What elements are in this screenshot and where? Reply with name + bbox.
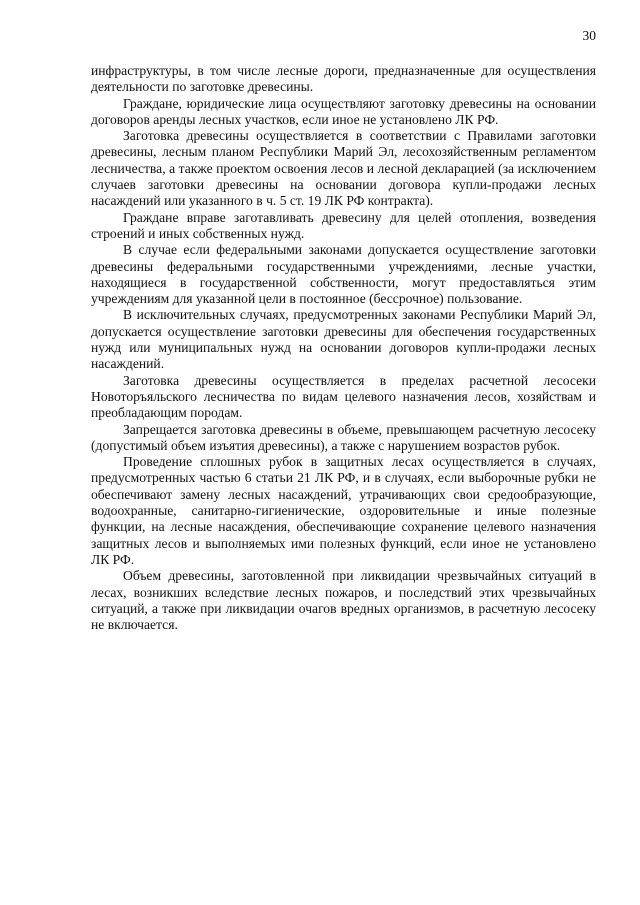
paragraph-harvesting-rules: Заготовка древесины осуществляется в соответствии с Правилами заготовки древесины, лесным планом Республики Марий Эл, лесохозяйственным регламентом лесничества, а также проектом освоения лесов и лесной декларацией (за исключением случаев заготовки древесины на основании договора купли-продажи лесных насаждений или указанного в ч. 5 ст. 19 ЛК РФ контракта). [91, 128, 596, 209]
paragraph-exceptional-cases: В исключительных случаях, предусмотренных законами Республики Марий Эл, допускается осуществление заготовки древесины для обеспечения государственных нужд или муниципальных нужд на основании договоров купли-продажи лесных насаждений. [91, 307, 596, 372]
paragraph-allowable-cut: Заготовка древесины осуществляется в пределах расчетной лесосеки Новоторъяльского лесничества по видам целевого назначения лесов, хозяйствам и преобладающим породам. [91, 372, 596, 421]
page-number: 30 [582, 28, 596, 43]
paragraph-federal-institutions: В случае если федеральными законами допускается осуществление заготовки древесины федеральными государственными учреждениями, лесные участки, находящиеся в государственной собственности, могут предоставляться этим учреждениям для указанной цели в постоянное (бессрочное) пользование. [91, 242, 596, 307]
paragraph-prohibition: Запрещается заготовка древесины в объеме, превышающем расчетную лесосеку (допустимый объем изъятия древесины), а также с нарушением возрастов рубок. [91, 421, 596, 453]
document-body [91, 63, 596, 633]
paragraph-clear-cutting: Проведение сплошных рубок в защитных лесах осуществляется в случаях, предусмотренных частью 6 статьи 21 ЛК РФ, и в случаях, если выборочные рубки не обеспечивают замену лесных насаждений, утрачивающих свои средообразующие, водоохранные, санитарно-гигиенические, оздоровительные и иные полезные функции, на лесные насаждения, обеспечивающие сохранение целевого назначения защитных лесов и выполняемых ими полезных функций, если иное не установлено ЛК РФ. [91, 454, 596, 567]
paragraph-lease-harvesting: Граждане, юридические лица осуществляют заготовку древесины на основании договоров аренды лесных участков, если иное не установлено ЛК РФ. [91, 95, 596, 127]
paragraph-continuation: инфраструктуры, в том числе лесные дороги, предназначенные для осуществления деятельности по заготовке древесины. [91, 63, 596, 95]
paragraph-citizen-needs: Граждане вправе заготавливать древесину для целей отопления, возведения строений и иных собственных нужд. [91, 209, 596, 241]
paragraph-emergency-volume: Объем древесины, заготовленной при ликвидации чрезвычайных ситуаций в лесах, возникших вследствие лесных пожаров, и последствий этих чрезвычайных ситуаций, а также при ликвидации очагов вредных организмов, в расчетную лесосеку не включается. [91, 568, 596, 633]
